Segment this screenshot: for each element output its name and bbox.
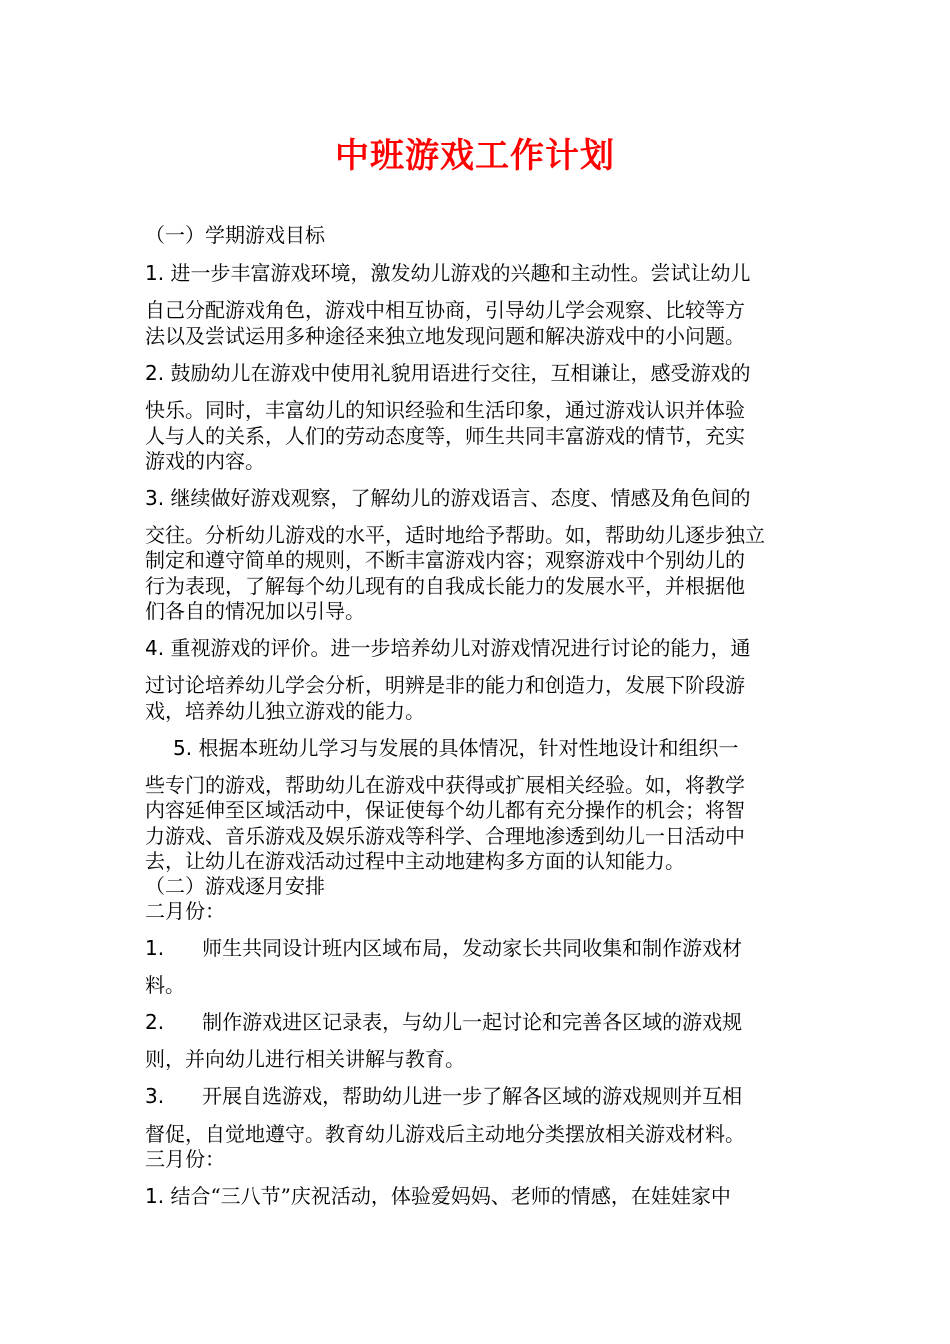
text-line	[145, 599, 365, 623]
line-text: 制定和遵守简单的规则，不断丰富游戏内容；观察游戏中个别幼儿的	[145, 548, 745, 572]
line-text: 料。	[145, 973, 185, 997]
text-line	[145, 1122, 745, 1146]
text-line	[145, 223, 325, 247]
list-number: 4.	[145, 636, 165, 660]
line-text: 鼓励幼儿在游戏中使用礼貌用语进行交往，互相谦让，感受游戏的	[164, 361, 751, 385]
text-line	[145, 773, 745, 797]
line-text: 们各自的情况加以引导。	[145, 599, 365, 623]
text-line	[145, 398, 745, 422]
line-text: 自己分配游戏角色，游戏中相互协商，引导幼儿学会观察、比较等方	[145, 298, 745, 322]
text-line	[145, 1184, 731, 1208]
text-line	[145, 699, 425, 723]
line-text: 督促，自觉地遵守。教育幼儿游戏后主动地分类摆放相关游戏材料。	[145, 1122, 745, 1146]
line-text: 些专门的游戏，帮助幼儿在游戏中获得或扩展相关经验。如，将教学	[145, 773, 745, 797]
text-line	[145, 361, 750, 385]
text-line	[145, 574, 745, 598]
list-number: 1.	[145, 936, 165, 960]
list-number: 3.	[145, 486, 165, 510]
line-text: （二）游戏逐月安排	[145, 874, 325, 898]
list-number: 1.	[145, 1184, 165, 1208]
line-text: 游戏的内容。	[145, 449, 265, 473]
text-line	[145, 486, 750, 510]
text-line	[145, 1084, 742, 1108]
list-number: 5.	[173, 736, 193, 760]
line-text: 内容延伸至区域活动中，保证使每个幼儿都有充分操作的机会；将智	[145, 798, 745, 822]
line-text: 人与人的关系，人们的劳动态度等，师生共同丰富游戏的情节，充实	[145, 424, 745, 448]
line-text: 去，让幼儿在游戏活动过程中主动地建构多方面的认知能力。	[145, 849, 685, 873]
text-line	[145, 1010, 742, 1034]
text-line	[145, 449, 265, 473]
text-line	[145, 1147, 225, 1171]
line-text: 制作游戏进区记录表，与幼儿一起讨论和完善各区域的游戏规	[202, 1010, 743, 1034]
text-line	[145, 548, 745, 572]
text-line	[145, 874, 325, 898]
line-text: 二月份：	[145, 899, 225, 923]
line-text: 重视游戏的评价。进一步培养幼儿对游戏情况进行讨论的能力，通	[164, 636, 751, 660]
line-text: （一）学期游戏目标	[145, 223, 325, 247]
list-number: 2.	[145, 361, 165, 385]
text-line	[145, 523, 765, 547]
list-number: 3.	[145, 1084, 165, 1108]
text-line	[145, 849, 685, 873]
line-text: 进一步丰富游戏环境，激发幼儿游戏的兴趣和主动性。尝试让幼儿	[164, 261, 751, 285]
list-number: 2.	[145, 1010, 165, 1034]
text-line	[145, 973, 185, 997]
text-line	[145, 673, 745, 697]
text-line	[145, 324, 745, 348]
line-text: 根据本班幼儿学习与发展的具体情况，针对性地设计和组织一	[192, 736, 739, 760]
line-text: 则，并向幼儿进行相关讲解与教育。	[145, 1047, 465, 1071]
line-text: 戏，培养幼儿独立游戏的能力。	[145, 699, 425, 723]
text-line	[145, 298, 745, 322]
text-line	[145, 261, 750, 285]
line-text: 力游戏、音乐游戏及娱乐游戏等科学、合理地渗透到幼儿一日活动中	[145, 824, 745, 848]
text-line	[145, 899, 225, 923]
line-text: 快乐。同时，丰富幼儿的知识经验和生活印象，通过游戏认识并体验	[145, 398, 745, 422]
line-text: 交往。分析幼儿游戏的水平，适时地给予帮助。如，帮助幼儿逐步独立	[145, 523, 765, 547]
line-text: 三月份：	[145, 1147, 225, 1171]
line-text: 继续做好游戏观察，了解幼儿的游戏语言、态度、情感及角色间的	[164, 486, 751, 510]
line-text: 师生共同设计班内区域布局，发动家长共同收集和制作游戏材	[202, 936, 743, 960]
line-text: 结合“三八节”庆祝活动，体验爱妈妈、老师的情感，在娃娃家中	[164, 1184, 731, 1208]
line-text: 过讨论培养幼儿学会分析，明辨是非的能力和创造力，发展下阶段游	[145, 673, 745, 697]
text-line	[145, 936, 742, 960]
text-line	[145, 824, 745, 848]
document-title: 中班游戏工作计划	[335, 136, 615, 176]
text-line	[173, 736, 738, 760]
text-line	[145, 798, 745, 822]
text-line	[145, 636, 750, 660]
line-text: 开展自选游戏，帮助幼儿进一步了解各区域的游戏规则并互相	[202, 1084, 743, 1108]
line-text: 法以及尝试运用多种途径来独立地发现问题和解决游戏中的小问题。	[145, 324, 745, 348]
line-text: 行为表现，了解每个幼儿现有的自我成长能力的发展水平，并根据他	[145, 574, 745, 598]
text-line	[145, 1047, 465, 1071]
text-line	[145, 424, 745, 448]
list-number: 1.	[145, 261, 165, 285]
